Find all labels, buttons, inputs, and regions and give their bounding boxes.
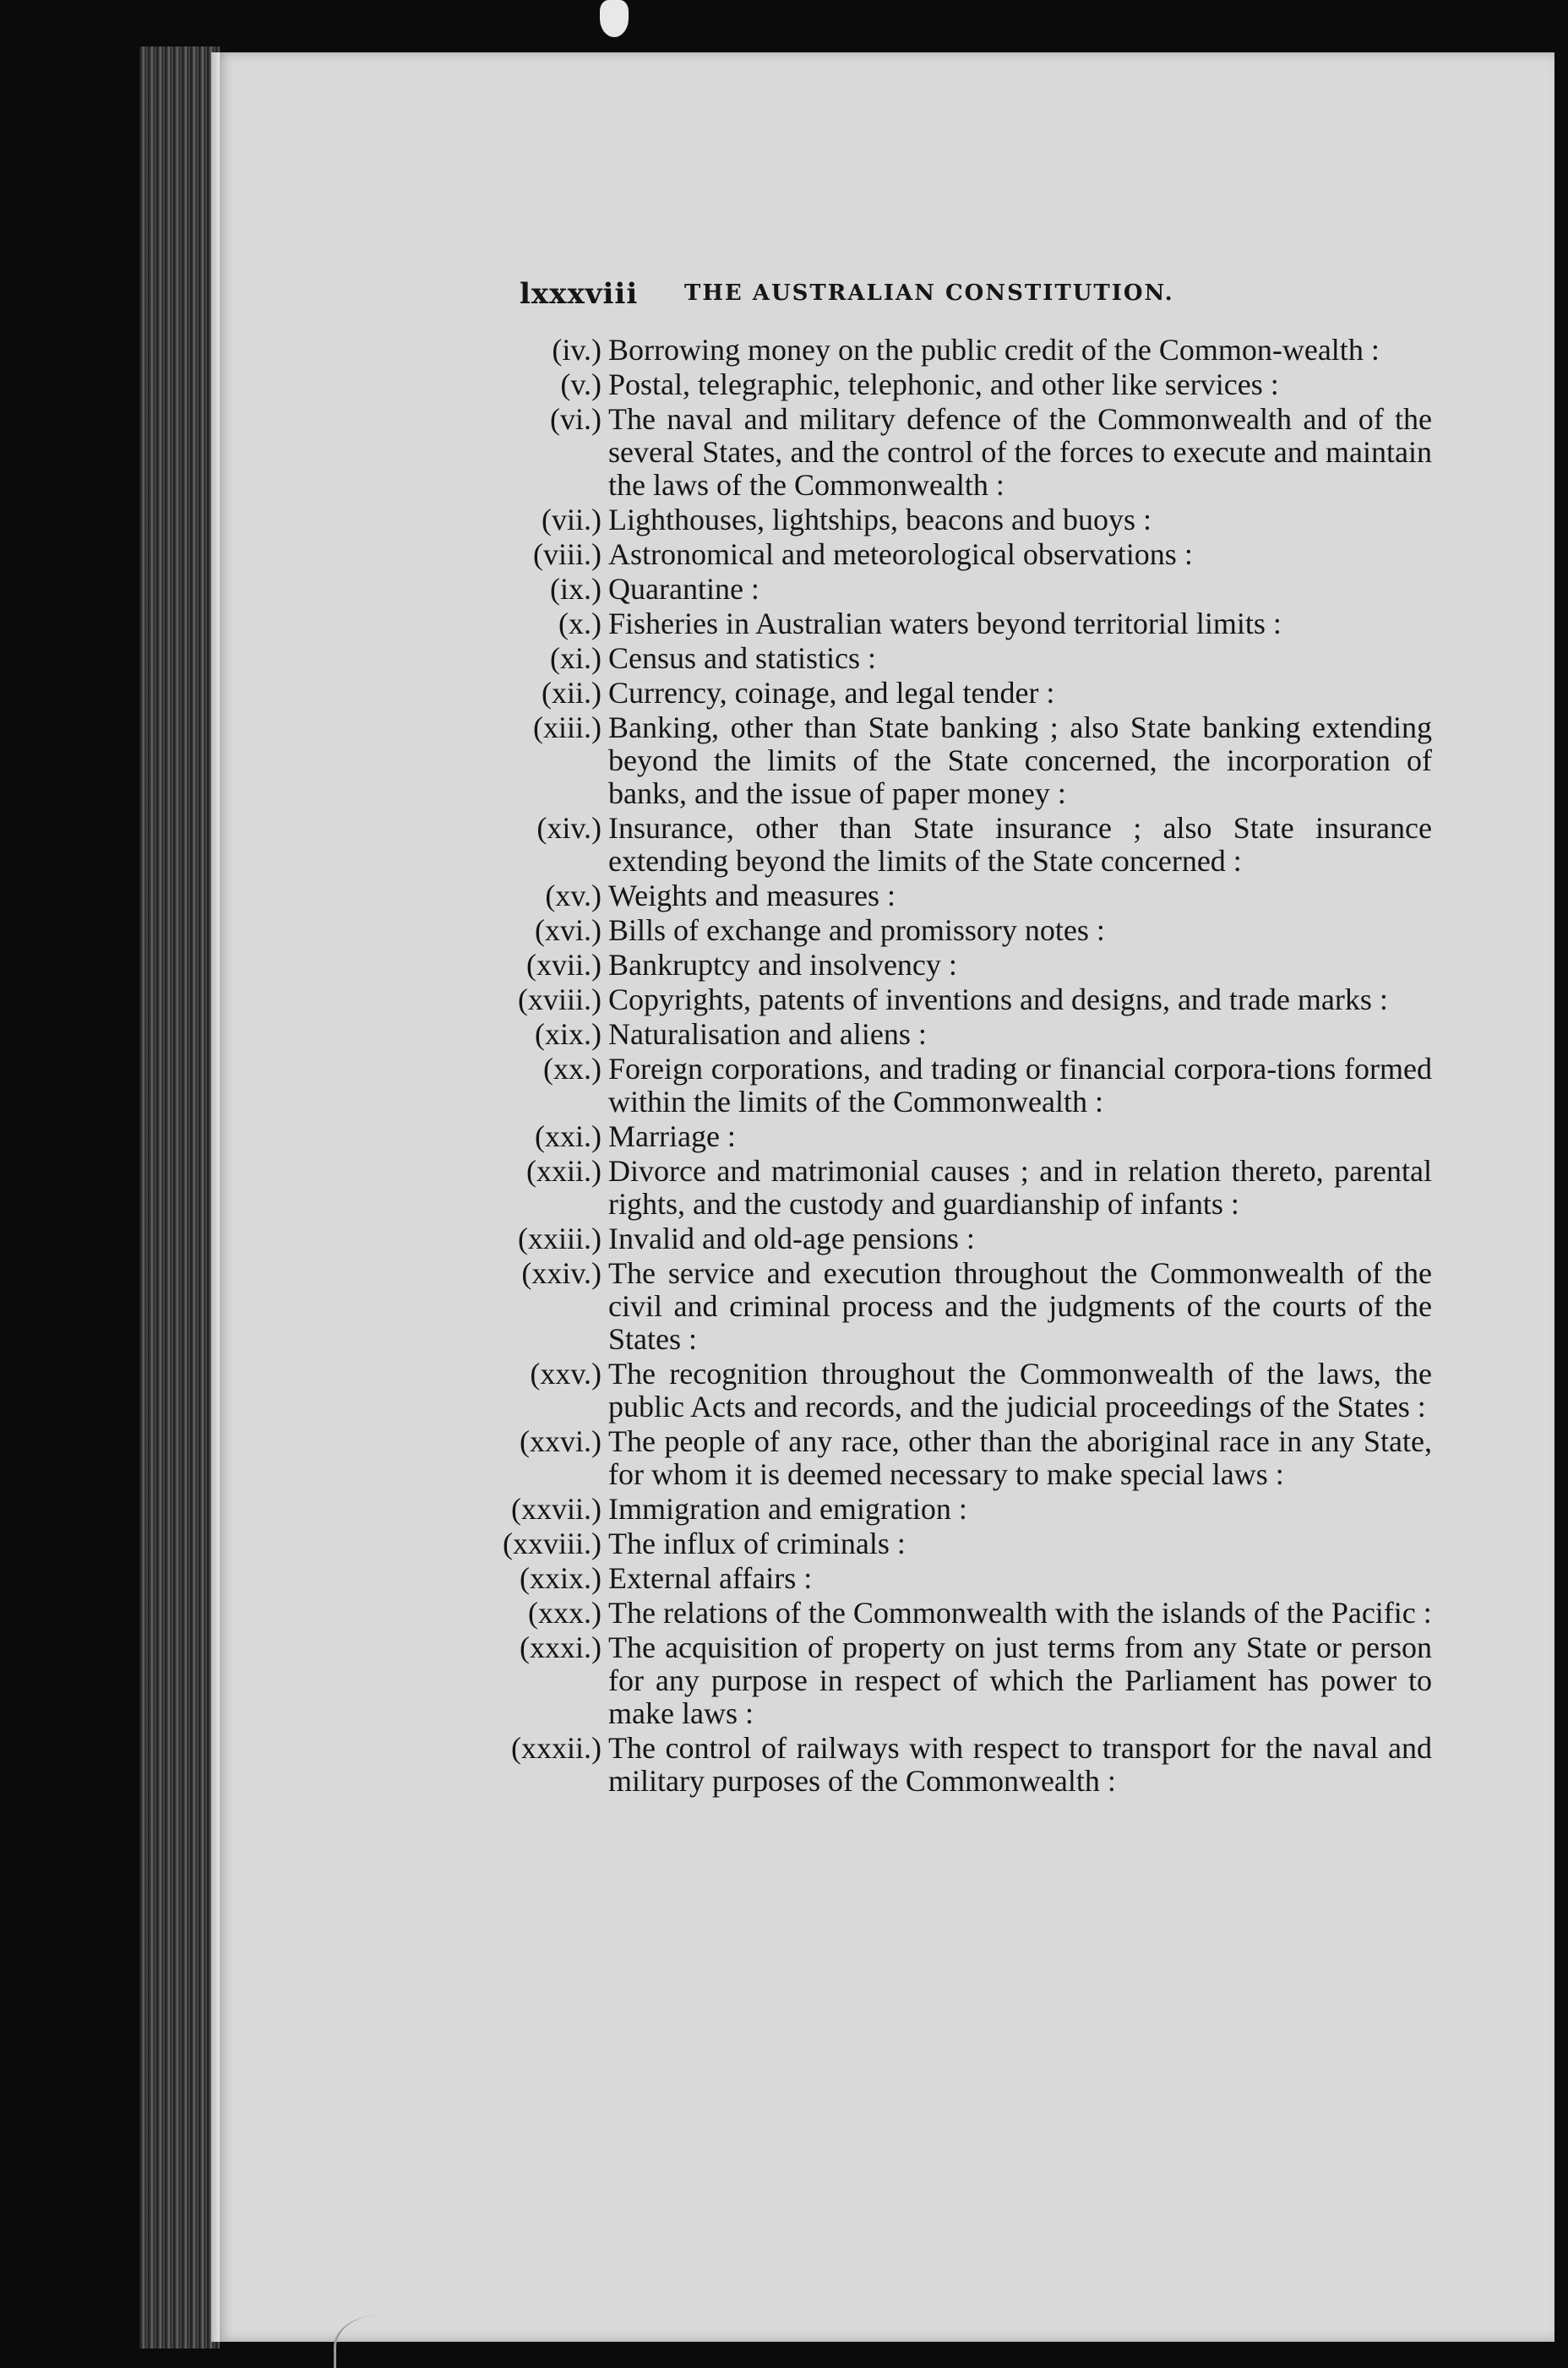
item-text: Immigration and emigration :	[608, 1492, 967, 1526]
item-text: The control of railways with respect to transport for the naval and military purposes of the Commonwealth :	[608, 1731, 1432, 1798]
list-item	[0, 1053, 1568, 1119]
item-text: Banking, other than State banking ; also State banking extending beyond the limits of the State concerned, the incorporation of banks, and the issue of paper money :	[608, 710, 1432, 810]
item-text: Borrowing money on the public credit of the Common-wealth :	[608, 333, 1380, 367]
list-item	[0, 1257, 1568, 1356]
item-numeral: (xxv.)	[530, 1357, 602, 1391]
item-text: The naval and military defence of the Commonwealth and of the several States, and the control of the forces to execute and maintain the laws of the Commonwealth :	[608, 402, 1432, 502]
item-numeral: (xxi.)	[535, 1119, 602, 1153]
item-numeral: (xxviii.)	[503, 1527, 602, 1560]
list-item	[0, 711, 1568, 810]
item-text: Naturalisation and aliens :	[608, 1017, 927, 1051]
list-item	[0, 642, 1568, 675]
list-item	[0, 573, 1568, 606]
item-text: Quarantine :	[608, 572, 760, 606]
item-text: Currency, coinage, and legal tender :	[608, 676, 1055, 710]
list-item	[0, 677, 1568, 710]
item-numeral: (xi.)	[550, 641, 602, 675]
list-item	[0, 1222, 1568, 1255]
item-text: The recognition throughout the Commonwealth of the laws, the public Acts and records, and the judicial proceedings of the States :	[608, 1357, 1432, 1424]
item-numeral: (v.)	[560, 367, 602, 401]
item-numeral: (xxx.)	[528, 1596, 602, 1630]
item-text: Fisheries in Australian waters beyond territorial limits :	[608, 607, 1282, 640]
item-numeral: (xiv.)	[536, 811, 602, 845]
list-item	[0, 1562, 1568, 1595]
item-text: Weights and measures :	[608, 879, 896, 912]
item-numeral: (xxiii.)	[518, 1222, 602, 1255]
item-numeral: (iv.)	[552, 333, 602, 367]
item-text: The service and execution throughout the Commonwealth of the civil and criminal process and the judgments of the courts of the States :	[608, 1256, 1432, 1356]
list-item	[0, 983, 1568, 1016]
item-numeral: (xvi.)	[535, 913, 602, 947]
item-text: The people of any race, other than the aboriginal race in any State, for whom it is deemed necessary to make special laws :	[608, 1424, 1432, 1491]
item-text: Foreign corporations, and trading or financial corpora-tions formed within the limits of the Commonwealth :	[608, 1052, 1432, 1119]
item-numeral: (xxxi.)	[520, 1630, 602, 1664]
list-item	[0, 368, 1568, 401]
item-numeral: (xxix.)	[520, 1561, 602, 1595]
item-text: Marriage :	[608, 1119, 736, 1153]
list-item	[0, 914, 1568, 947]
list-item	[0, 504, 1568, 536]
item-numeral: (viii.)	[533, 537, 602, 571]
list-item	[0, 1527, 1568, 1560]
list-item	[0, 403, 1568, 502]
list-item	[0, 1425, 1568, 1491]
item-text: Lighthouses, lightships, beacons and buoys :	[608, 503, 1152, 536]
running-title: THE AUSTRALIAN CONSTITUTION.	[684, 280, 1174, 306]
item-text: Postal, telegraphic, telephonic, and other like services :	[608, 367, 1279, 401]
list-item	[0, 1631, 1568, 1730]
item-text: The influx of criminals :	[608, 1527, 906, 1560]
list-item	[0, 607, 1568, 640]
page-header	[520, 277, 1449, 328]
scan-artifact	[600, 0, 629, 37]
item-numeral: (xxvi.)	[520, 1424, 602, 1458]
list-item	[0, 949, 1568, 982]
enumerated-powers-list	[0, 334, 1568, 1798]
item-numeral: (xvii.)	[526, 948, 602, 982]
item-text: Copyrights, patents of inventions and designs, and trade marks :	[608, 983, 1388, 1016]
list-item	[0, 1155, 1568, 1221]
item-text: External affairs :	[608, 1561, 813, 1595]
item-text: Insurance, other than State insurance ; also State insurance extending beyond the limits of the State concerned :	[608, 811, 1432, 878]
list-item	[0, 1120, 1568, 1153]
list-item	[0, 1358, 1568, 1424]
item-text: Bills of exchange and promissory notes :	[608, 913, 1105, 947]
item-numeral: (x.)	[558, 607, 602, 640]
item-numeral: (xiii.)	[533, 710, 602, 744]
list-item	[0, 1018, 1568, 1051]
list-item	[0, 812, 1568, 878]
item-numeral: (xix.)	[535, 1017, 602, 1051]
item-numeral: (xviii.)	[518, 983, 602, 1016]
item-numeral: (xxvii.)	[511, 1492, 602, 1526]
item-text: The acquisition of property on just terms from any State or person for any purpose in respect of which the Parliament has power to make laws :	[608, 1630, 1432, 1730]
item-numeral: (xxiv.)	[521, 1256, 602, 1290]
list-item	[0, 538, 1568, 571]
item-text: Astronomical and meteorological observations :	[608, 537, 1193, 571]
item-text: Invalid and old-age pensions :	[608, 1222, 975, 1255]
list-item	[0, 334, 1568, 367]
list-item	[0, 1597, 1568, 1630]
item-numeral: (ix.)	[550, 572, 602, 606]
item-text: The relations of the Commonwealth with the islands of the Pacific :	[608, 1596, 1432, 1630]
item-numeral: (xv.)	[545, 879, 602, 912]
item-text: Divorce and matrimonial causes ; and in relation thereto, parental rights, and the custody and guardianship of infants :	[608, 1154, 1432, 1221]
item-text: Bankruptcy and insolvency :	[608, 948, 957, 982]
list-item	[0, 1732, 1568, 1798]
page-number: lxxxviii	[520, 277, 639, 311]
item-numeral: (xx.)	[543, 1052, 602, 1086]
item-numeral: (vi.)	[550, 402, 602, 436]
list-item	[0, 879, 1568, 912]
list-item	[0, 1493, 1568, 1526]
item-numeral: (xxii.)	[526, 1154, 602, 1188]
item-numeral: (xxxii.)	[511, 1731, 602, 1765]
item-text: Census and statistics :	[608, 641, 876, 675]
item-numeral: (xii.)	[542, 676, 602, 710]
item-numeral: (vii.)	[542, 503, 602, 536]
